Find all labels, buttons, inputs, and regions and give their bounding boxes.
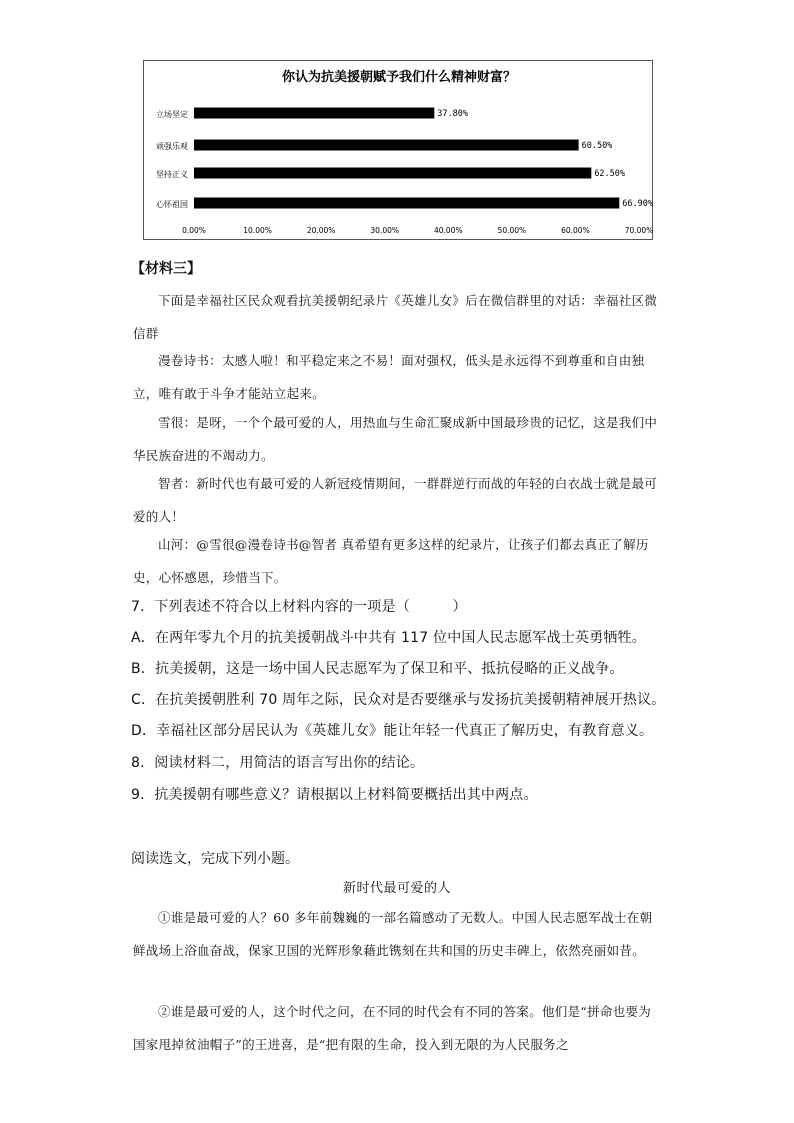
chart-title: 你认为抗美援朝赋予我们什么精神财富？: [281, 70, 517, 85]
option-b: B．抗美援朝，这是一场中国人民志愿军为了保卫和平、抵抗侵略的正义战争。: [131, 661, 624, 677]
bar: [194, 108, 434, 119]
x-tick-label: 40.00%: [433, 226, 463, 235]
x-tick-label: 10.00%: [243, 226, 272, 235]
data-label: 62.50%: [594, 169, 626, 179]
category-label: 坚持正义: [156, 170, 188, 179]
category-label: 立场坚定: [156, 110, 188, 119]
x-tick-label: 50.00%: [497, 226, 527, 235]
bar: [194, 198, 619, 209]
article-title: 新时代最可爱的人: [342, 881, 451, 896]
material3-heading: 【材料三】: [131, 261, 201, 277]
question-9: 9．抗美援朝有哪些意义？请根据以上材料简要概括出其中两点。: [131, 787, 538, 803]
reading-instruction: 阅读选文，完成下列小题。: [131, 851, 299, 867]
bar: [194, 168, 591, 179]
material3-paragraph: 下面是幸福社区民众观看抗美援朝纪录片《英雄儿女》后在微信群里的对话：幸福社区微信群: [133, 293, 658, 341]
material3-paragraph: 雪很：是呀，一个个最可爱的人，用热血与生命汇聚成新中国最珍贵的记忆，这是我们中华民族奋进的不竭动力。: [133, 415, 658, 463]
material3-paragraph: 智者：新时代也有最可爱的人新冠疫情期间，一群群逆行而战的年轻的白衣战士就是最可爱的人！: [133, 476, 658, 524]
x-tick-label: 60.00%: [561, 226, 590, 235]
option-c: C．在抗美援朝胜利 70 周年之际，民众对是否要继承与发扬抗美援朝精神展开热议。: [131, 692, 666, 708]
x-tick-label: 70.00%: [624, 226, 654, 235]
survey-bar-chart: [143, 60, 653, 240]
data-label: 66.90%: [622, 199, 654, 209]
material3-paragraph: 山河：@雪很@漫卷诗书@智者 真希望有更多这样的纪录片，让孩子们都去真正了解历史，心怀感恩，珍惜当下。: [133, 537, 649, 585]
data-label: 60.50%: [581, 141, 613, 151]
category-label: 顽强乐观: [156, 142, 188, 151]
article-paragraph-2: ②谁是最可爱的人，这个时代之问，在不同的时代会有不同的答案。他们是“拼命也要为国家甩掉贫油帽子”的王进喜，是“把有限的生命，投入到无限的为人民服务之: [133, 1004, 652, 1052]
chart-canvas: [144, 61, 654, 241]
question-8: 8．阅读材料二，用简洁的语言写出你的结论。: [131, 755, 425, 771]
x-tick-label: 30.00%: [370, 226, 400, 235]
material3-paragraph: 漫卷诗书：太感人啦！和平稳定来之不易！面对强权，低头是永远得不到尊重和自由独立，唯有敢于斗争才能站立起来。: [133, 353, 645, 401]
data-label: 37.80%: [437, 109, 469, 119]
x-tick-label: 0.00%: [182, 226, 206, 235]
option-a: A．在两年零九个月的抗美援朝战斗中共有 117 位中国人民志愿军战士英勇牺牲。: [131, 630, 646, 646]
x-tick-label: 20.00%: [306, 226, 336, 235]
bar: [194, 140, 579, 151]
article-paragraph-1: ①谁是最可爱的人？60 多年前魏巍的一部名篇感动了无数人。中国人民志愿军战士在朝鲜战场上浴血奋战，保家卫国的光辉形象藉此镌刻在共和国的历史丰碑上，依然亮丽如昔。: [133, 910, 653, 958]
category-label: 心怀祖国: [156, 200, 188, 209]
question-7: 7．下列表述不符合以上材料内容的一项是（ ）: [131, 599, 467, 615]
option-d: D．幸福社区部分居民认为《英雄儿女》能让年轻一代真正了解历史，有教育意义。: [131, 723, 654, 739]
